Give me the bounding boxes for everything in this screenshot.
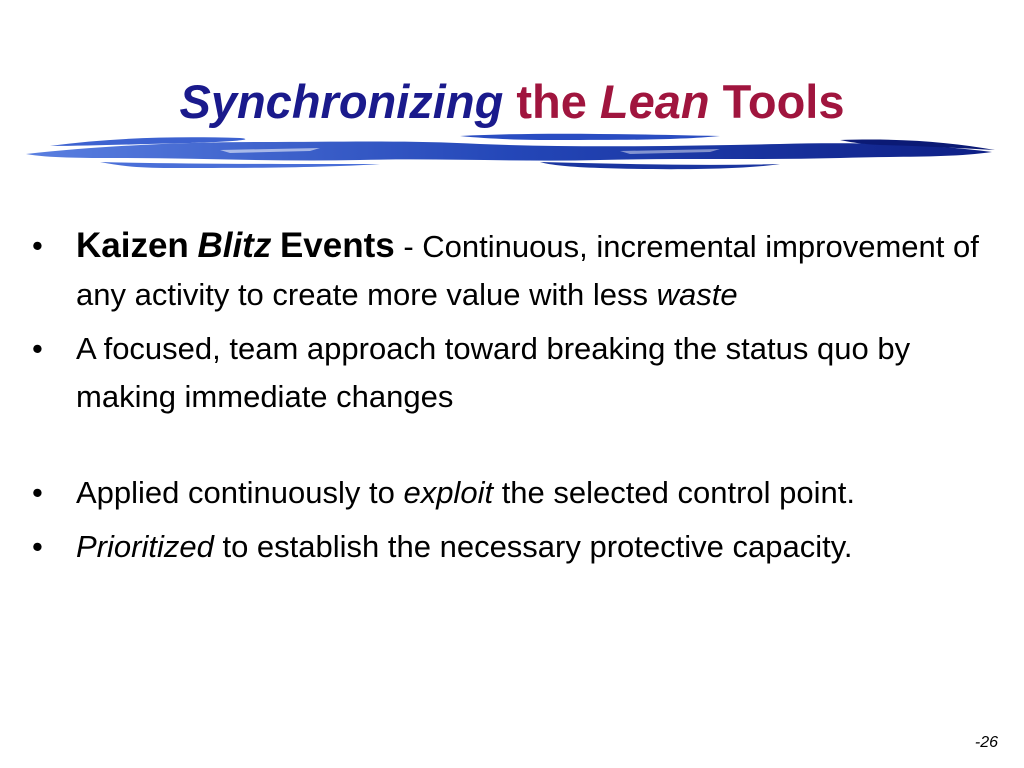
kaizen-description: - Continuous, incremental improvement of any activity to create more value with less (76, 229, 979, 312)
bullet-glyph: • (32, 529, 43, 564)
slide-title (0, 72, 1024, 132)
bullet-item-focused-approach (28, 325, 998, 421)
title-the: the (516, 75, 587, 128)
title-synchronizing: Synchronizing (179, 75, 504, 128)
prioritized-text: Prioritized (76, 529, 214, 564)
bullet-glyph: • (32, 228, 43, 263)
brush-stroke-divider (20, 128, 1000, 178)
bullet-item-applied (28, 469, 998, 517)
events-text: Events (279, 226, 395, 265)
bullet-list (28, 222, 998, 571)
exploit-text: exploit (403, 475, 494, 510)
bullet-item-prioritized (28, 523, 998, 571)
applied-text: Applied continuously to (76, 475, 395, 510)
blitz-text: Blitz (197, 226, 272, 265)
kaizen-text: Kaizen (76, 226, 189, 265)
title-lean: Lean (599, 75, 710, 128)
title-tools: Tools (722, 75, 845, 128)
bullet-item-kaizen (28, 222, 998, 319)
prioritized-rest-text: to establish the necessary protective capacity. (222, 529, 853, 564)
bullet-glyph: • (32, 475, 43, 510)
focused-approach-text: A focused, team approach toward breaking the status quo by making immediate changes (76, 331, 911, 414)
page-number: -26 (974, 734, 998, 751)
applied-rest-text: the selected control point. (501, 475, 855, 510)
bullet-glyph: • (32, 331, 43, 366)
waste-text: waste (656, 277, 738, 312)
